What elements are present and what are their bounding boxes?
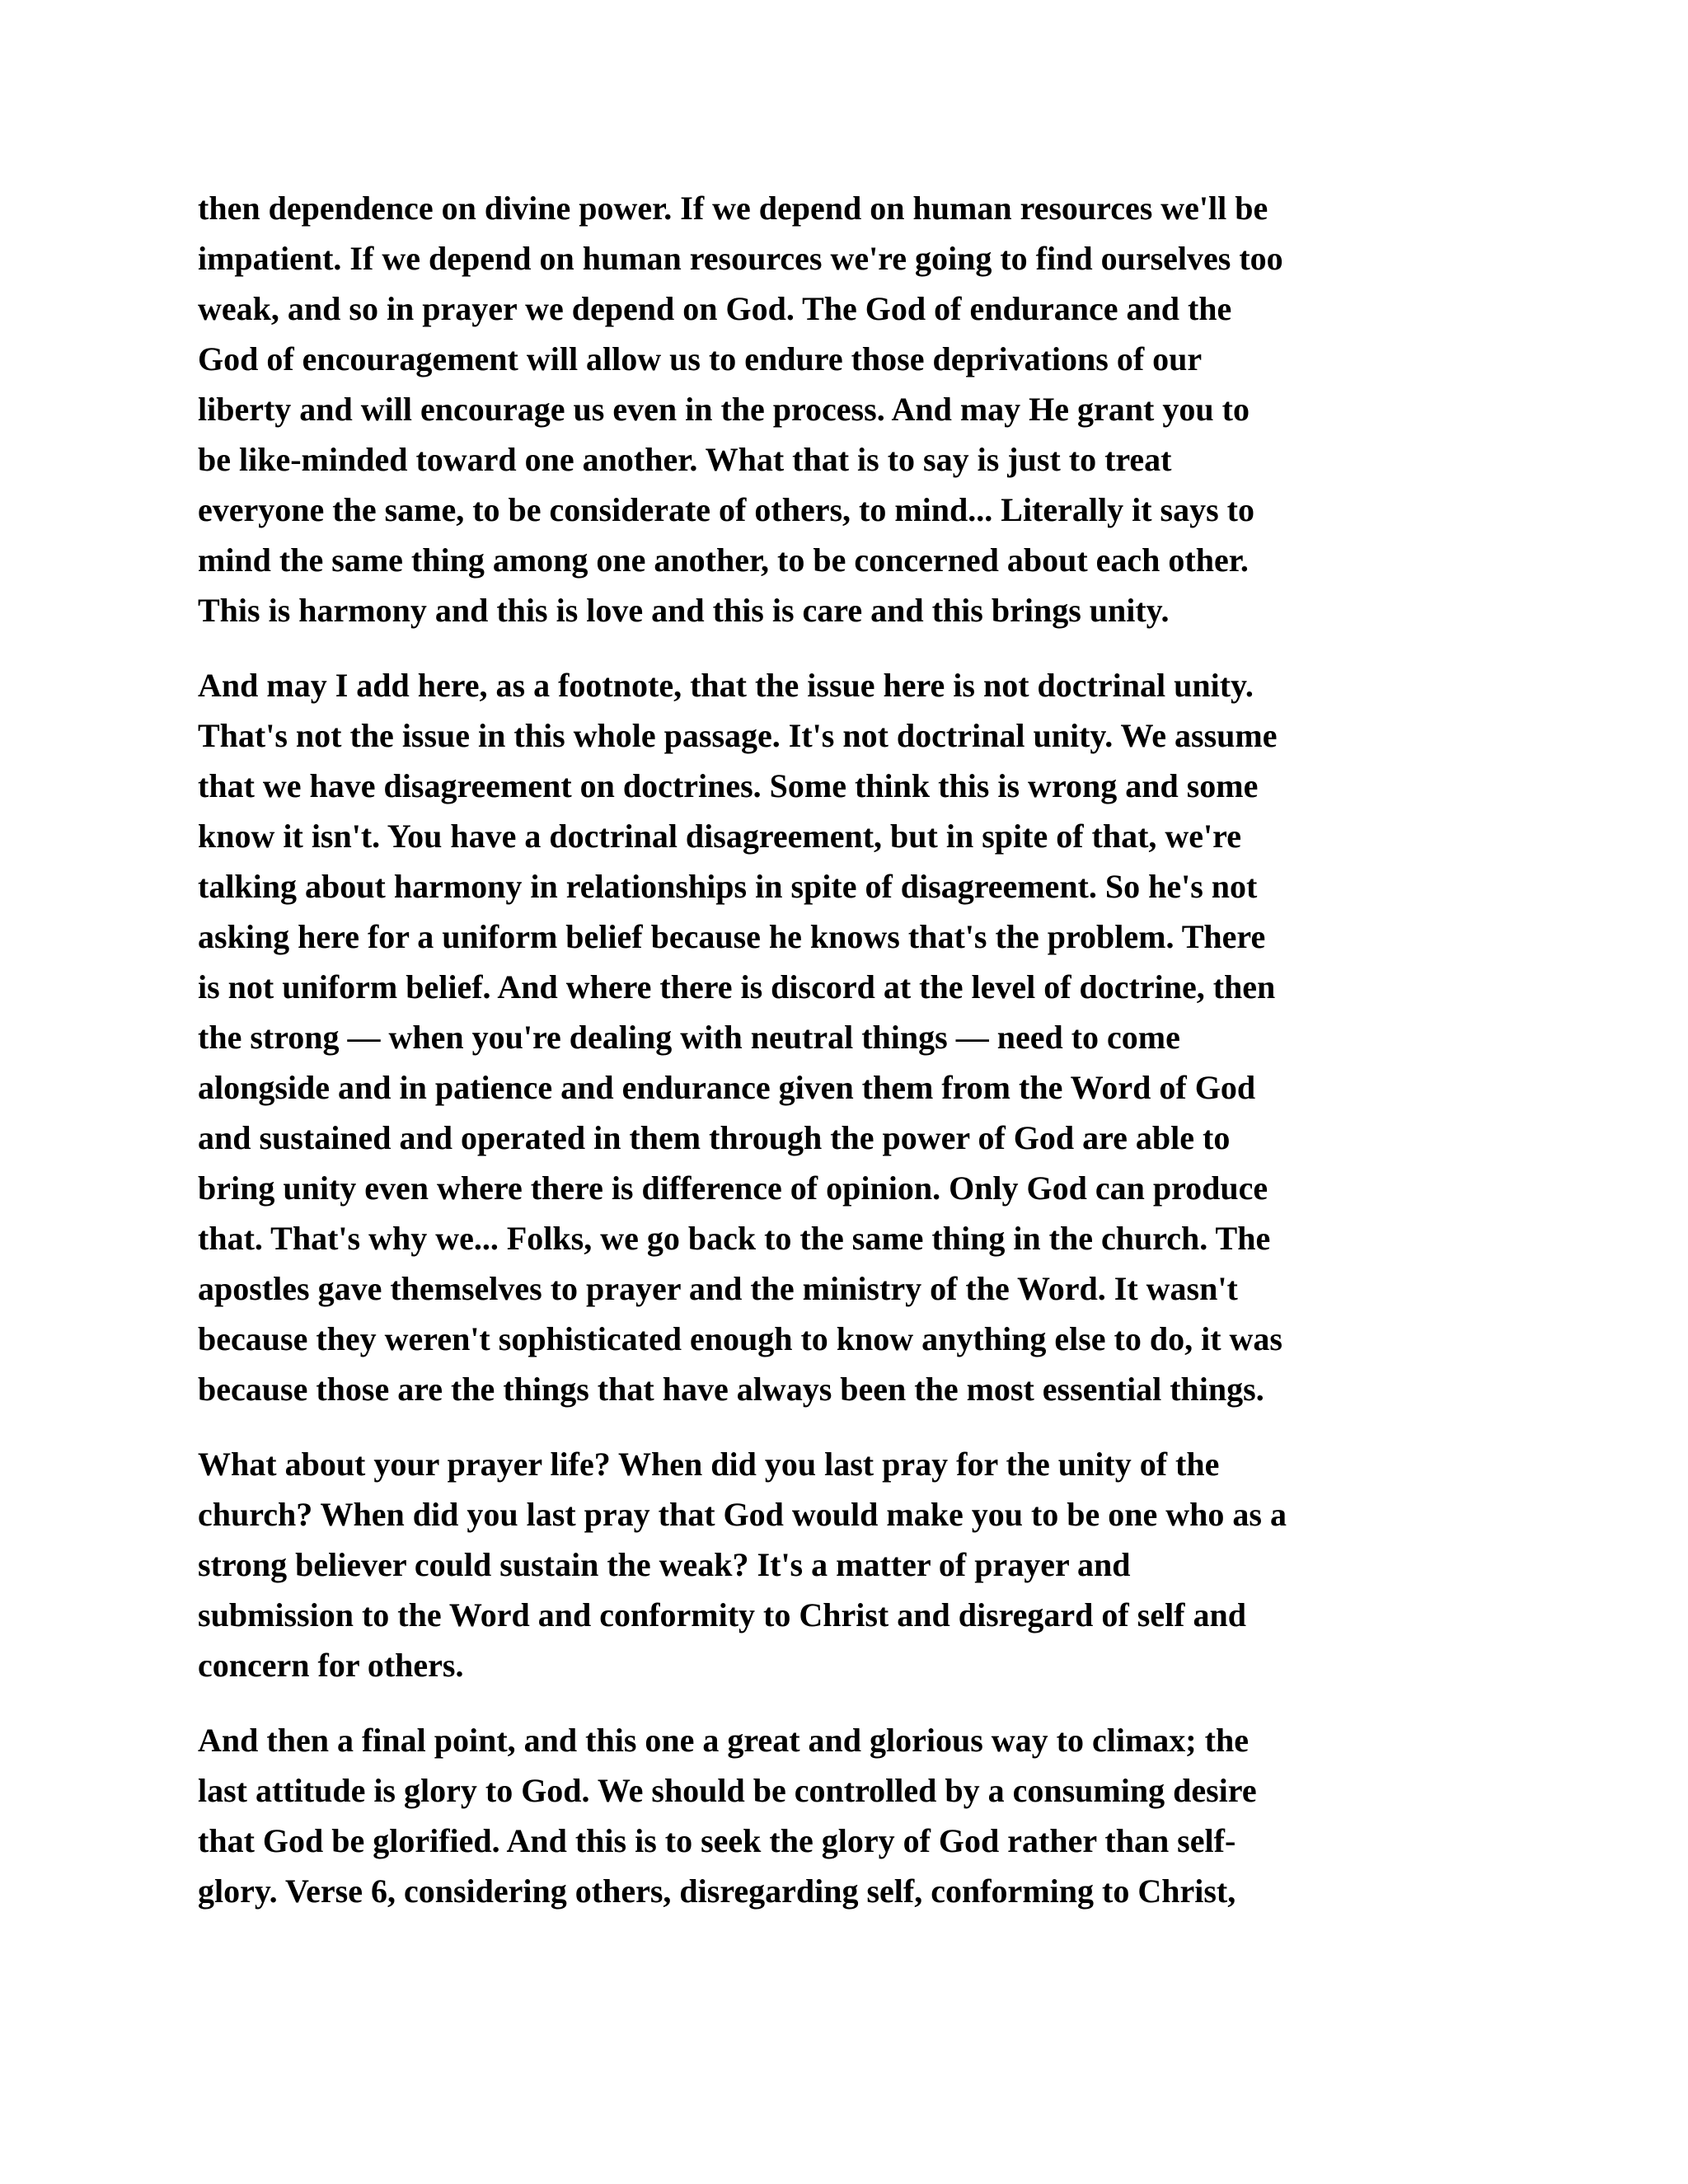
text-line: know it isn't. You have a doctrinal disagreement, but in spite of that, we're [198,818,1241,855]
text-line: concern for others. [198,1647,464,1684]
text-line: submission to the Word and conformity to Christ and disregard of self and [198,1596,1246,1633]
text-line: glory. Verse 6, considering others, disregarding self, conforming to Christ, [198,1872,1236,1910]
text-line: asking here for a uniform belief because he knows that's the problem. There [198,918,1266,955]
text-line: What about your prayer life? When did you last pray for the unity of the [198,1446,1220,1483]
paragraph-1 [198,183,1500,635]
text-line: impatient. If we depend on human resources we're going to find ourselves too [198,240,1283,277]
text-line: And then a final point, and this one a great and glorious way to climax; the [198,1722,1249,1759]
paragraph-3 [198,1439,1500,1690]
text-line: That's not the issue in this whole passage. It's not doctrinal unity. We assume [198,717,1278,754]
text-line: is not uniform belief. And where there is discord at the level of doctrine, then [198,968,1276,1005]
document-body [198,183,1500,1941]
text-line: And may I add here, as a footnote, that the issue here is not doctrinal unity. [198,667,1254,704]
paragraph-4 [198,1715,1500,1916]
text-line: liberty and will encourage us even in the process. And may He grant you to [198,391,1250,428]
text-line: that God be glorified. And this is to seek the glory of God rather than self- [198,1822,1236,1859]
text-line: everyone the same, to be considerate of others, to mind... Literally it says to [198,491,1254,528]
text-line: because those are the things that have always been the most essential things. [198,1371,1264,1408]
text-line: last attitude is glory to God. We should be controlled by a consuming desire [198,1772,1257,1809]
text-line: be like-minded toward one another. What that is to say is just to treat [198,441,1172,478]
text-line: mind the same thing among one another, to be concerned about each other. [198,541,1249,579]
paragraph-2 [198,660,1500,1414]
text-line: God of encouragement will allow us to endure those deprivations of our [198,340,1203,377]
text-line: strong believer could sustain the weak? It's a matter of prayer and [198,1546,1131,1583]
text-line: weak, and so in prayer we depend on God. The God of endurance and the [198,290,1232,327]
text-line: then dependence on divine power. If we depend on human resources we'll be [198,190,1268,227]
text-line: that we have disagreement on doctrines. Some think this is wrong and some [198,767,1259,804]
text-line: that. That's why we... Folks, we go back to the same thing in the church. The [198,1220,1271,1257]
text-line: bring unity even where there is difference of opinion. Only God can produce [198,1169,1268,1207]
text-line: apostles gave themselves to prayer and the ministry of the Word. It wasn't [198,1270,1238,1307]
text-line: talking about harmony in relationships in spite of disagreement. So he's not [198,868,1258,905]
text-line: alongside and in patience and endurance given them from the Word of God [198,1069,1256,1106]
text-line: This is harmony and this is love and this is care and this brings unity. [198,592,1170,629]
text-line: because they weren't sophisticated enough to know anything else to do, it was [198,1320,1282,1357]
text-line: the strong — when you're dealing with neutral things — need to come [198,1019,1180,1056]
text-line: and sustained and operated in them through the power of God are able to [198,1119,1231,1156]
text-line: church? When did you last pray that God would make you to be one who as a [198,1496,1287,1533]
